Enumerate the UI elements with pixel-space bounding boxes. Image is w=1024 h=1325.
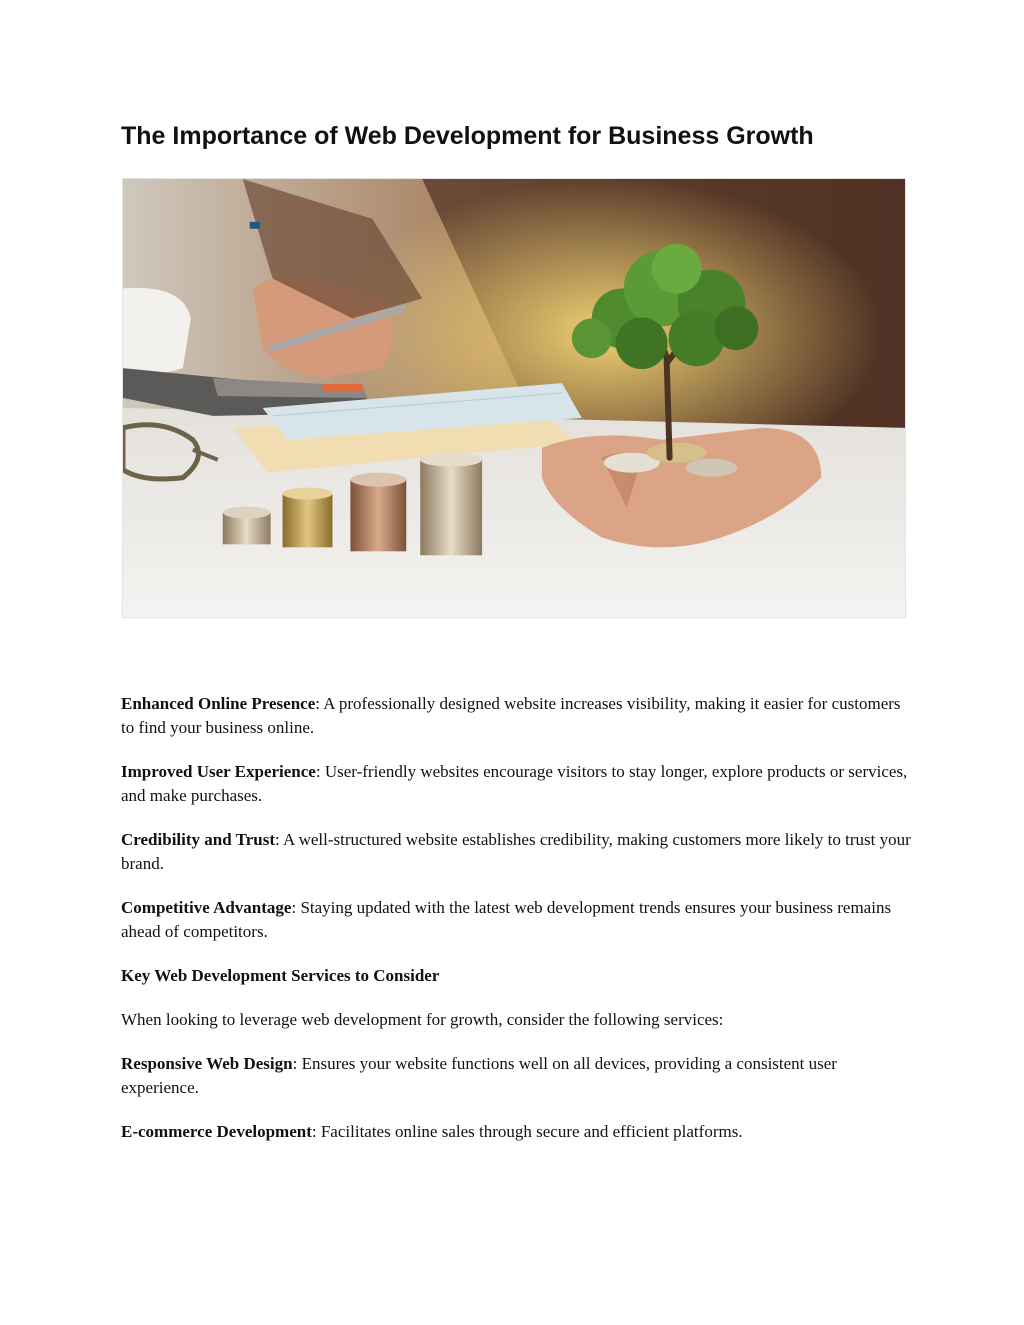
services-intro: When looking to leverage web development for growth, consider the following services: [121,1010,724,1029]
services-heading: Key Web Development Services to Consider [121,966,440,985]
benefit-paragraph [121,692,911,740]
benefit-text: : User-friendly websites encourage visitors to stay longer, explore products or services, and make purchases. [121,762,908,805]
article-body [121,692,911,1164]
service-text: : Facilitates online sales through secure and efficient platforms. [311,1122,743,1141]
coin-stack-1 [223,507,271,545]
benefit-term: Credibility and Trust [121,830,275,849]
benefit-term: Competitive Advantage [121,898,292,917]
service-term: Responsive Web Design [121,1054,293,1073]
benefit-text: : A professionally designed website increases visibility, making it easier for customers to find your business online. [121,694,901,737]
section-heading [121,964,911,988]
benefit-paragraph [121,760,911,808]
benefit-paragraph [121,828,911,876]
service-paragraph [121,1052,911,1100]
benefit-term: Enhanced Online Presence [121,694,316,713]
coin-stack-4 [420,453,482,556]
coin-stack-3 [350,473,406,552]
service-paragraph [121,1120,911,1144]
service-term: E-commerce Development [121,1122,312,1141]
benefit-paragraph [121,896,911,944]
hero-photo-illustration [123,179,905,617]
hero-image [122,178,906,618]
service-text: : Ensures your website functions well on all devices, providing a consistent user experience. [121,1054,837,1097]
benefit-text: : A well-structured website establishes credibility, making customers more likely to trust your brand. [121,830,911,873]
page-title: The Importance of Web Development for Business Growth [121,122,814,150]
benefit-term: Improved User Experience [121,762,316,781]
coin-stack-2 [283,488,333,548]
benefit-text: : Staying updated with the latest web development trends ensures your business remains ahead of competitors. [121,898,892,941]
photo-badge-icon [250,222,260,229]
